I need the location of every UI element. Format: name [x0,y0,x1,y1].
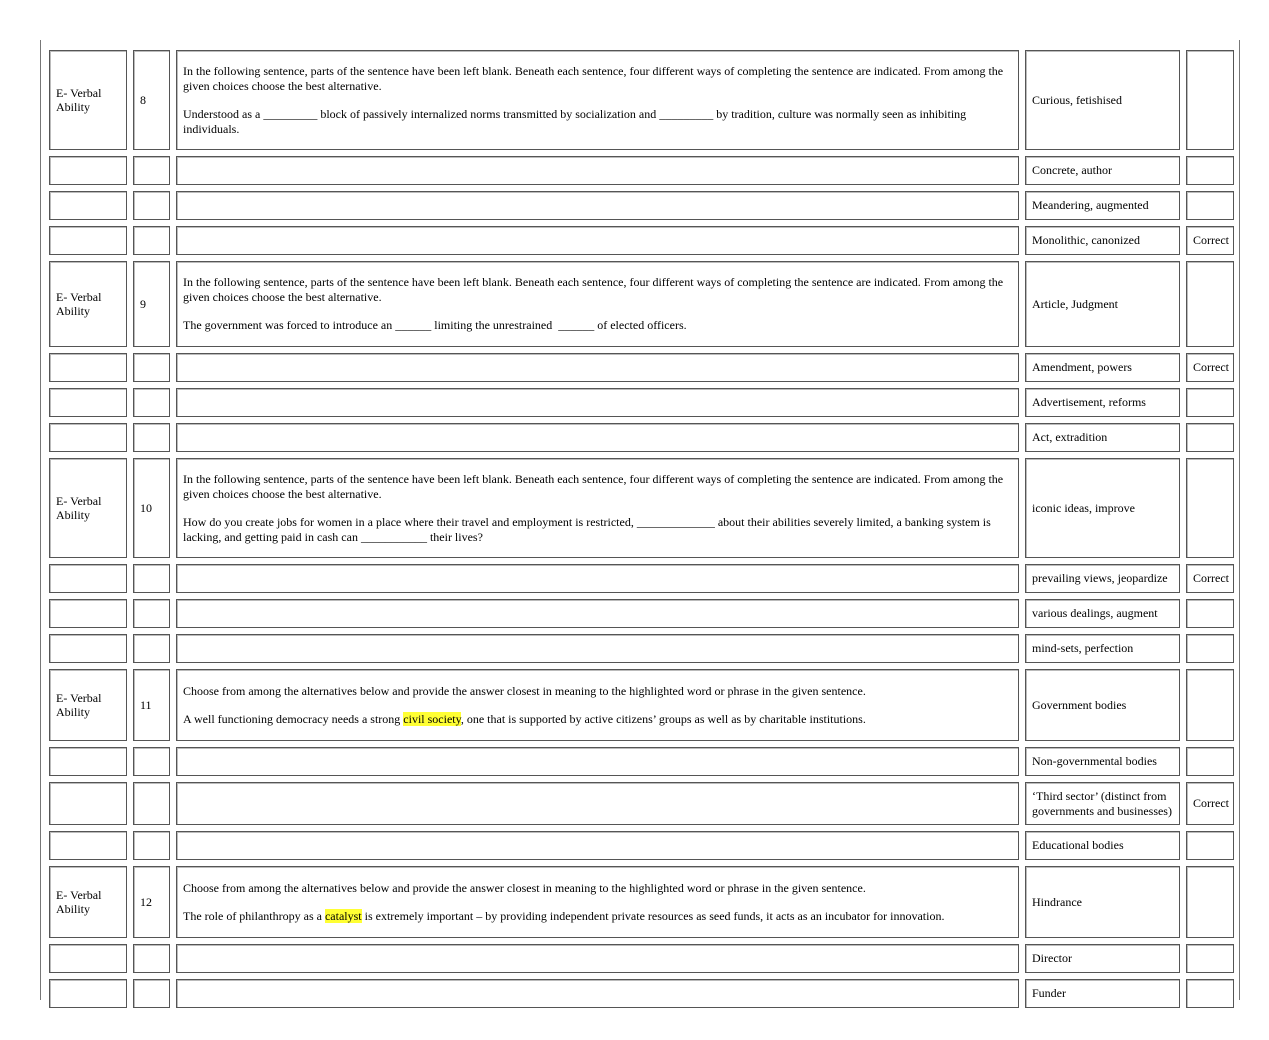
option-label: Non-governmental bodies [1025,747,1180,776]
highlighted-phrase: catalyst [324,909,362,923]
question-cell [176,50,1019,150]
option-row [49,831,1234,860]
option-label: Curious, fetishised [1025,50,1180,150]
question-row [49,50,1234,150]
empty-cell [133,599,170,628]
option-row [49,747,1234,776]
empty-cell [49,634,127,663]
correct-mark [1186,458,1234,558]
question-cell [176,458,1019,558]
option-row [49,599,1234,628]
option-row [49,634,1234,663]
empty-cell [176,423,1019,452]
empty-cell [49,423,127,452]
empty-cell [176,634,1019,663]
empty-cell [133,423,170,452]
option-label: Concrete, author [1025,156,1180,185]
empty-cell [49,226,127,255]
empty-cell [49,191,127,220]
empty-cell [133,156,170,185]
question-row [49,866,1234,938]
text-before-highlight: A well functioning democracy needs a strong [183,712,404,726]
option-row [49,423,1234,452]
correct-mark: Correct [1186,782,1234,825]
option-row [49,191,1234,220]
empty-cell [133,226,170,255]
question-row [49,261,1234,347]
section-cell: E- Verbal Ability [49,50,127,150]
correct-mark [1186,599,1234,628]
empty-cell [49,564,127,593]
question-cell [176,866,1019,938]
question-text: The government was forced to introduce an ______ limiting the unrestrained ______ of elected officers. [183,318,687,333]
question-instruction: Choose from among the alternatives below and provide the answer closest in meaning to the highlighted word or phrase in the given sentence. [183,880,866,895]
question-instruction: In the following sentence, parts of the sentence have been left blank. Beneath each sentence, four different ways of completing the sentence are indicated. From among the given choices choose the best alternative. [183,472,1004,501]
option-row [49,226,1234,255]
option-row [49,388,1234,417]
question-text: How do you create jobs for women in a place where their travel and employment is restricted, _____________ about their abilities severely limited, a banking system is lacking, and getting paid in cash can ___________ their lives? [183,515,991,544]
option-label: iconic ideas, improve [1025,458,1180,558]
option-label: Funder [1025,979,1180,1008]
empty-cell [49,944,127,973]
empty-cell [133,782,170,825]
empty-cell [176,831,1019,860]
option-label: various dealings, augment [1025,599,1180,628]
option-row [49,156,1234,185]
empty-cell [176,388,1019,417]
option-label: mind-sets, perfection [1025,634,1180,663]
option-label: Hindrance [1025,866,1180,938]
empty-cell [176,564,1019,593]
correct-mark: Correct [1186,564,1234,593]
text-after-highlight: is extremely important – by providing independent private resources as seed funds, it acts as an incubator for innovation. [361,909,945,923]
empty-cell [49,388,127,417]
option-label: Monolithic, canonized [1025,226,1180,255]
option-label: Director [1025,944,1180,973]
option-row [49,944,1234,973]
question-cell [176,669,1019,741]
empty-cell [176,747,1019,776]
option-label: Government bodies [1025,669,1180,741]
correct-mark [1186,944,1234,973]
empty-cell [133,944,170,973]
option-label: Amendment, powers [1025,353,1180,382]
empty-cell [133,191,170,220]
question-cell [176,261,1019,347]
question-number: 12 [133,866,170,938]
empty-cell [176,599,1019,628]
empty-cell [49,979,127,1008]
section-cell: E- Verbal Ability [49,669,127,741]
question-number: 8 [133,50,170,150]
option-label: ‘Third sector’ (distinct from governments and businesses) [1025,782,1180,825]
question-instruction: Choose from among the alternatives below and provide the answer closest in meaning to the highlighted word or phrase in the given sentence. [183,683,866,698]
questions-table [43,44,1240,1014]
option-row [49,782,1234,825]
highlighted-phrase: civil society [403,712,461,726]
question-text: Understood as a _________ block of passively internalized norms transmitted by socialization and _________ by tradition, culture was normally seen as inhibiting individuals. [183,107,967,136]
text-before-highlight: The role of philanthropy as a [183,909,325,923]
empty-cell [133,353,170,382]
correct-mark [1186,979,1234,1008]
correct-mark [1186,50,1234,150]
question-text [183,712,1012,727]
empty-cell [49,156,127,185]
empty-cell [49,353,127,382]
empty-cell [133,747,170,776]
question-instruction: In the following sentence, parts of the sentence have been left blank. Beneath each sentence, four different ways of completing the sentence are indicated. From among the given choices choose the best alternative. [183,64,1004,93]
option-label: Meandering, augmented [1025,191,1180,220]
question-row [49,669,1234,741]
correct-mark: Correct [1186,226,1234,255]
empty-cell [176,979,1019,1008]
correct-mark [1186,191,1234,220]
empty-cell [176,944,1019,973]
empty-cell [49,747,127,776]
option-row [49,979,1234,1008]
correct-mark [1186,669,1234,741]
question-row [49,458,1234,558]
text-after-highlight: , one that is supported by active citizens’ groups as well as by charitable institutions. [460,712,866,726]
option-label: prevailing views, jeopardize [1025,564,1180,593]
correct-mark [1186,423,1234,452]
section-cell: E- Verbal Ability [49,458,127,558]
correct-mark [1186,261,1234,347]
empty-cell [49,782,127,825]
empty-cell [133,388,170,417]
correct-mark [1186,747,1234,776]
correct-mark [1186,866,1234,938]
question-instruction: In the following sentence, parts of the sentence have been left blank. Beneath each sentence, four different ways of completing the sentence are indicated. From among the given choices choose the best alternative. [183,275,1004,304]
option-row [49,353,1234,382]
question-number: 10 [133,458,170,558]
empty-cell [176,353,1019,382]
empty-cell [133,634,170,663]
option-label: Educational bodies [1025,831,1180,860]
empty-cell [133,564,170,593]
empty-cell [133,979,170,1008]
option-label: Advertisement, reforms [1025,388,1180,417]
section-cell: E- Verbal Ability [49,866,127,938]
option-row [49,564,1234,593]
empty-cell [133,831,170,860]
correct-mark [1186,634,1234,663]
correct-mark [1186,831,1234,860]
empty-cell [176,782,1019,825]
option-label: Article, Judgment [1025,261,1180,347]
question-number: 11 [133,669,170,741]
correct-mark [1186,388,1234,417]
empty-cell [176,191,1019,220]
section-cell: E- Verbal Ability [49,261,127,347]
correct-mark [1186,156,1234,185]
question-number: 9 [133,261,170,347]
empty-cell [49,599,127,628]
question-text [183,909,1012,924]
option-label: Act, extradition [1025,423,1180,452]
empty-cell [176,226,1019,255]
empty-cell [176,156,1019,185]
empty-cell [49,831,127,860]
correct-mark: Correct [1186,353,1234,382]
